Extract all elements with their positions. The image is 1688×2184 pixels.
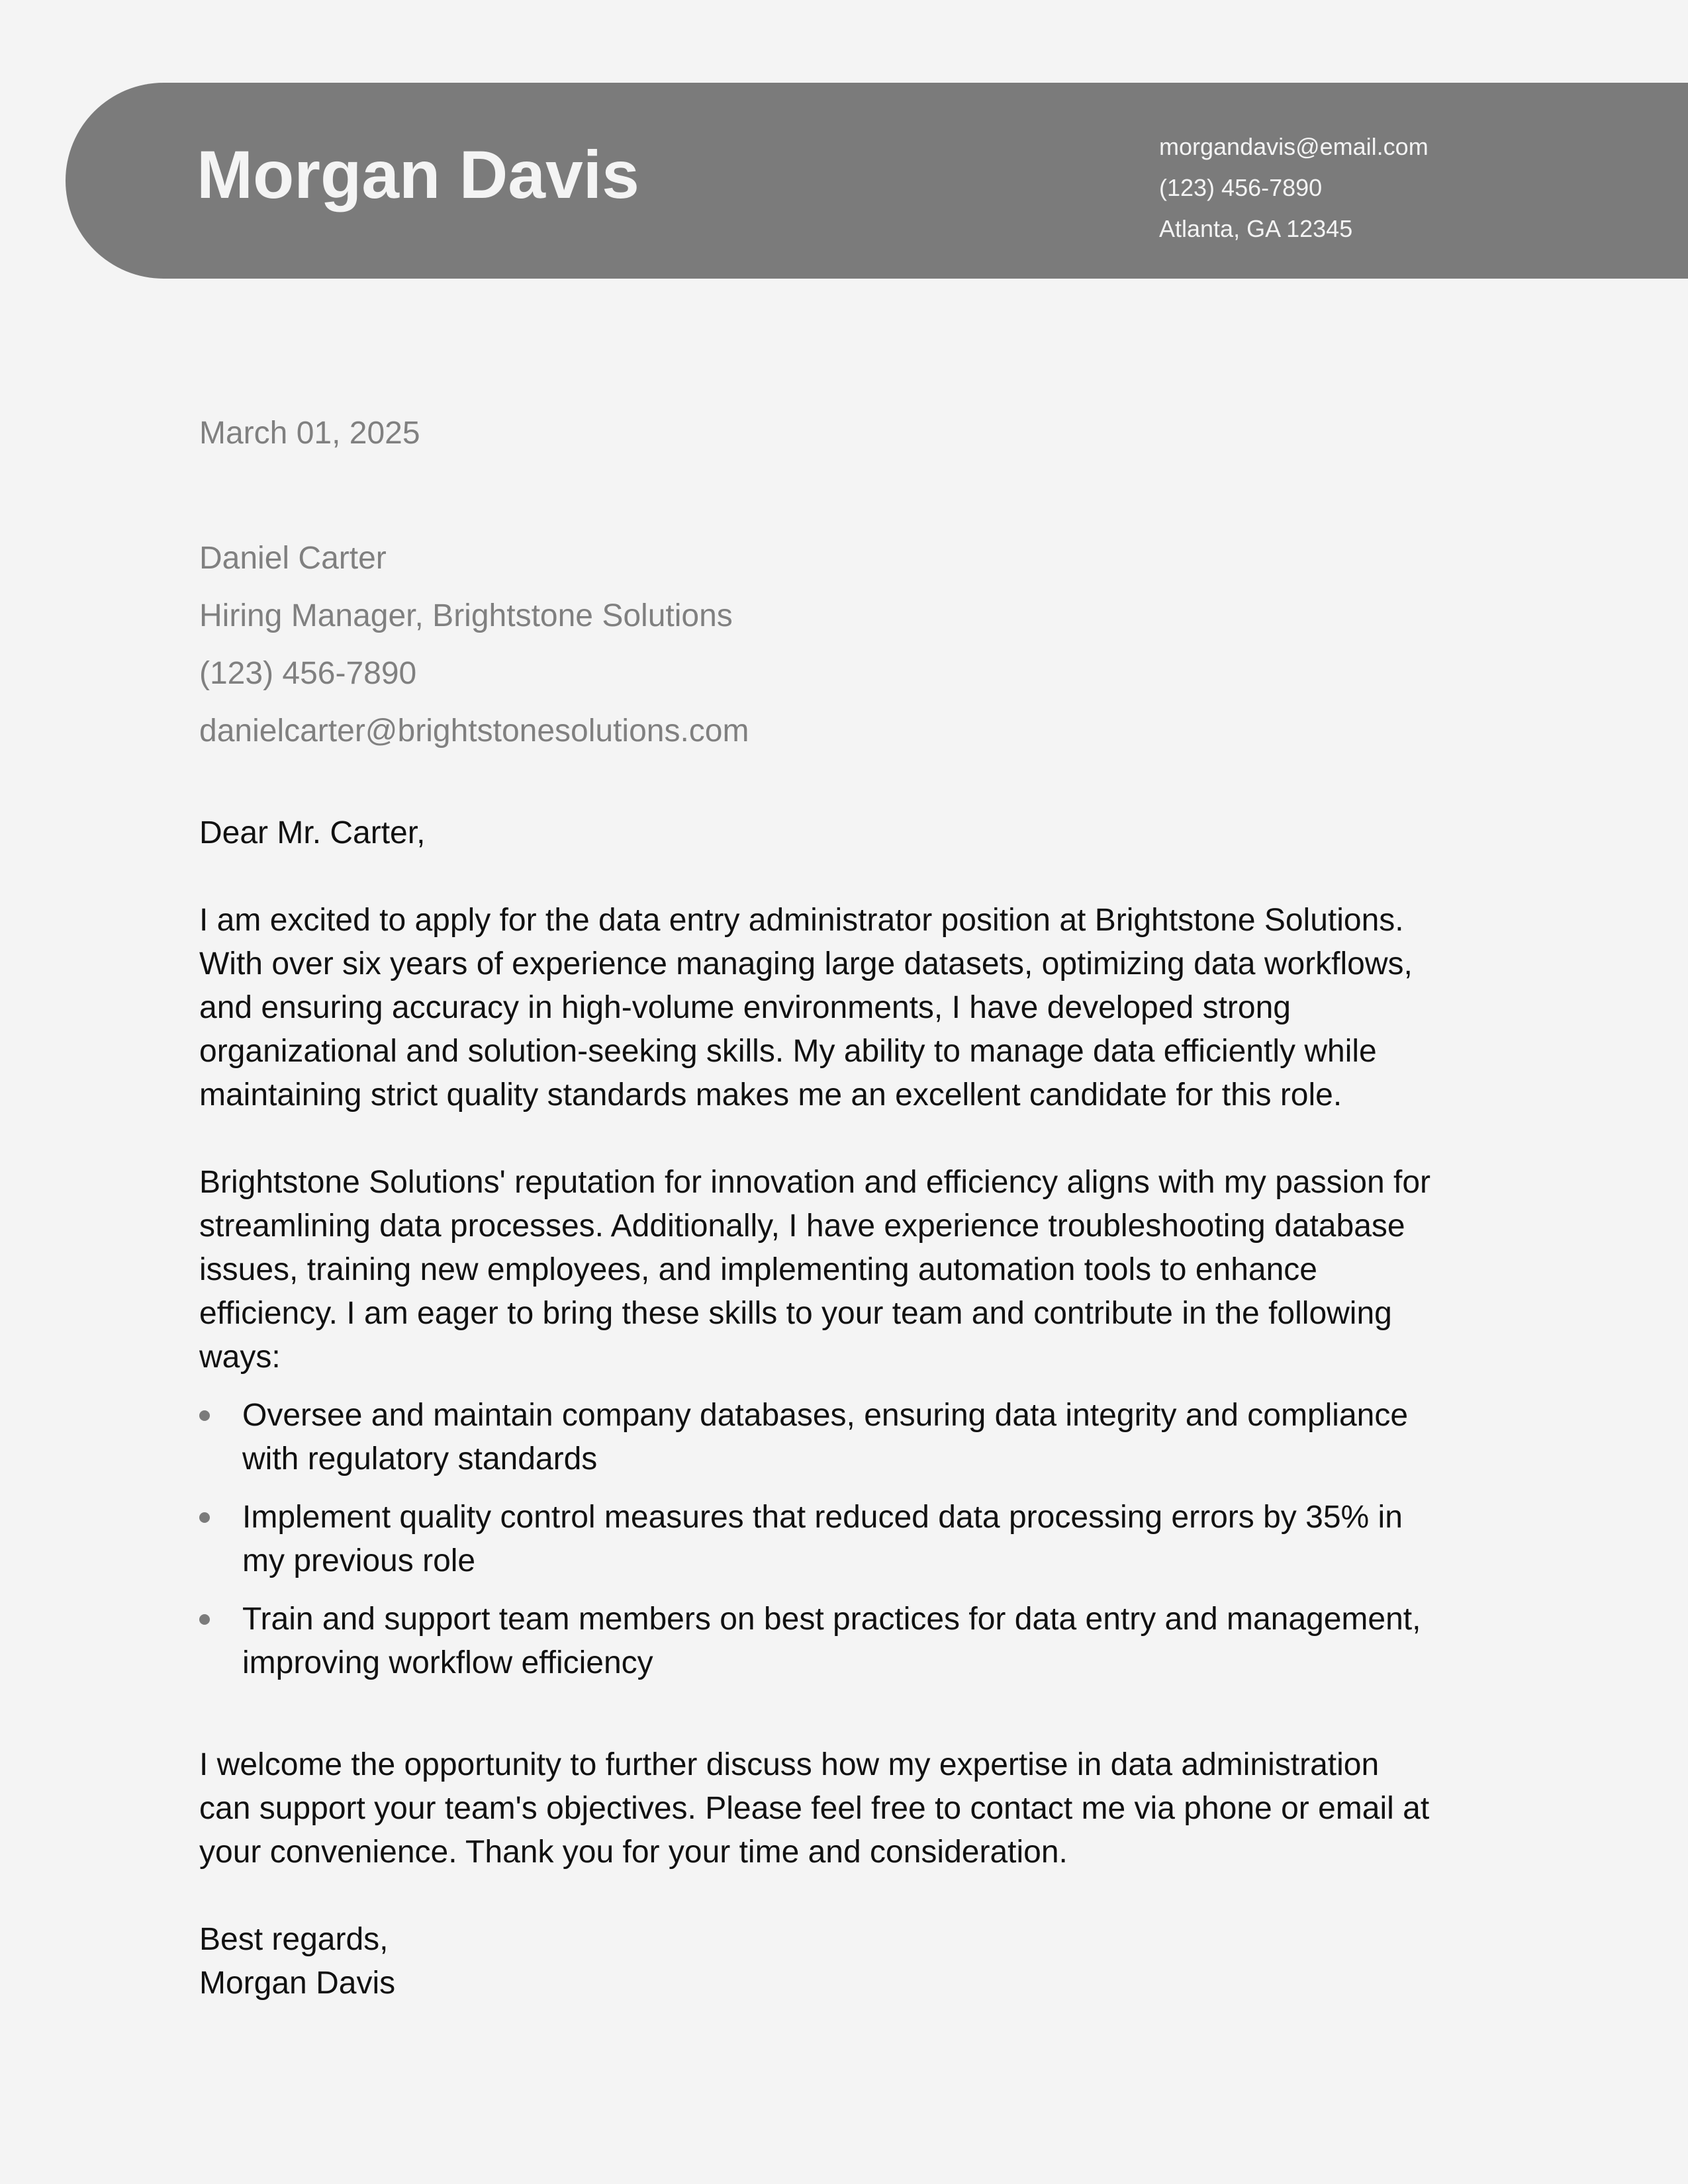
letter-body: [199, 811, 1523, 2005]
recipient-phone: (123) 456-7890: [199, 656, 417, 691]
paragraph-line: streamlining data processes. Additionally, I have experience troubleshooting database: [199, 1208, 1405, 1244]
list-item: [199, 1496, 1523, 1583]
list-item: [199, 1394, 1523, 1481]
recipient-title: Hiring Manager, Brightstone Solutions: [199, 598, 733, 633]
sender-name: Morgan Davis: [197, 137, 639, 212]
bullet-dot-icon: [199, 1410, 210, 1421]
list-item-line: improving workflow efficiency: [242, 1645, 653, 1680]
paragraph-line: issues, training new employees, and implementing automation tools to enhance: [199, 1252, 1317, 1287]
paragraph-line: With over six years of experience managing large datasets, optimizing data workflows,: [199, 946, 1413, 981]
paragraph-line: your convenience. Thank you for your time and consideration.: [199, 1835, 1068, 1870]
paragraph-line: ways:: [199, 1340, 281, 1375]
paragraph-intro: [199, 899, 1523, 1117]
sender-location: Atlanta, GA 12345: [1159, 215, 1353, 242]
paragraph-line: I welcome the opportunity to further discuss how my expertise in data administration: [199, 1747, 1380, 1782]
paragraph-line: can support your team's objectives. Please feel free to contact me via phone or email at: [199, 1791, 1430, 1826]
recipient-email: danielcarter@brightstonesolutions.com: [199, 713, 749, 749]
closing: Best regards,: [199, 1922, 389, 1957]
list-item-line: with regulatory standards: [242, 1441, 598, 1477]
recipient-name: Daniel Carter: [199, 541, 387, 576]
bullet-dot-icon: [199, 1614, 210, 1625]
list-item-line: Implement quality control measures that reduced data processing errors by 35% in: [242, 1500, 1403, 1535]
sender-contact: [1159, 126, 1429, 250]
list-item: [199, 1598, 1523, 1685]
paragraph-closing: [199, 1743, 1523, 1874]
paragraph-line: efficiency. I am eager to bring these skills to your team and contribute in the following: [199, 1296, 1392, 1331]
recipient-block: [199, 529, 749, 760]
contribution-list: [199, 1394, 1523, 1685]
list-item-line: my previous role: [242, 1543, 476, 1578]
sender-email: morgandavis@email.com: [1159, 133, 1429, 160]
paragraph-line: maintaining strict quality standards makes me an excellent candidate for this role.: [199, 1077, 1342, 1113]
paragraph-alignment: [199, 1161, 1523, 1379]
paragraph-line: I am excited to apply for the data entry administrator position at Brightstone Solutions.: [199, 903, 1404, 938]
bullet-dot-icon: [199, 1512, 210, 1523]
letter-date: March 01, 2025: [199, 416, 420, 451]
paragraph-line: and ensuring accuracy in high-volume environments, I have developed strong: [199, 990, 1291, 1025]
list-item-line: Oversee and maintain company databases, ensuring data integrity and compliance: [242, 1398, 1409, 1433]
list-item-line: Train and support team members on best practices for data entry and management,: [242, 1602, 1421, 1637]
header-band: [66, 83, 1688, 279]
signature: Morgan Davis: [199, 1966, 396, 2001]
salutation: Dear Mr. Carter,: [199, 815, 426, 850]
sender-phone: (123) 456-7890: [1159, 174, 1323, 201]
paragraph-line: Brightstone Solutions' reputation for innovation and efficiency aligns with my passion for: [199, 1165, 1430, 1200]
paragraph-line: organizational and solution-seeking skills. My ability to manage data efficiently while: [199, 1034, 1377, 1069]
